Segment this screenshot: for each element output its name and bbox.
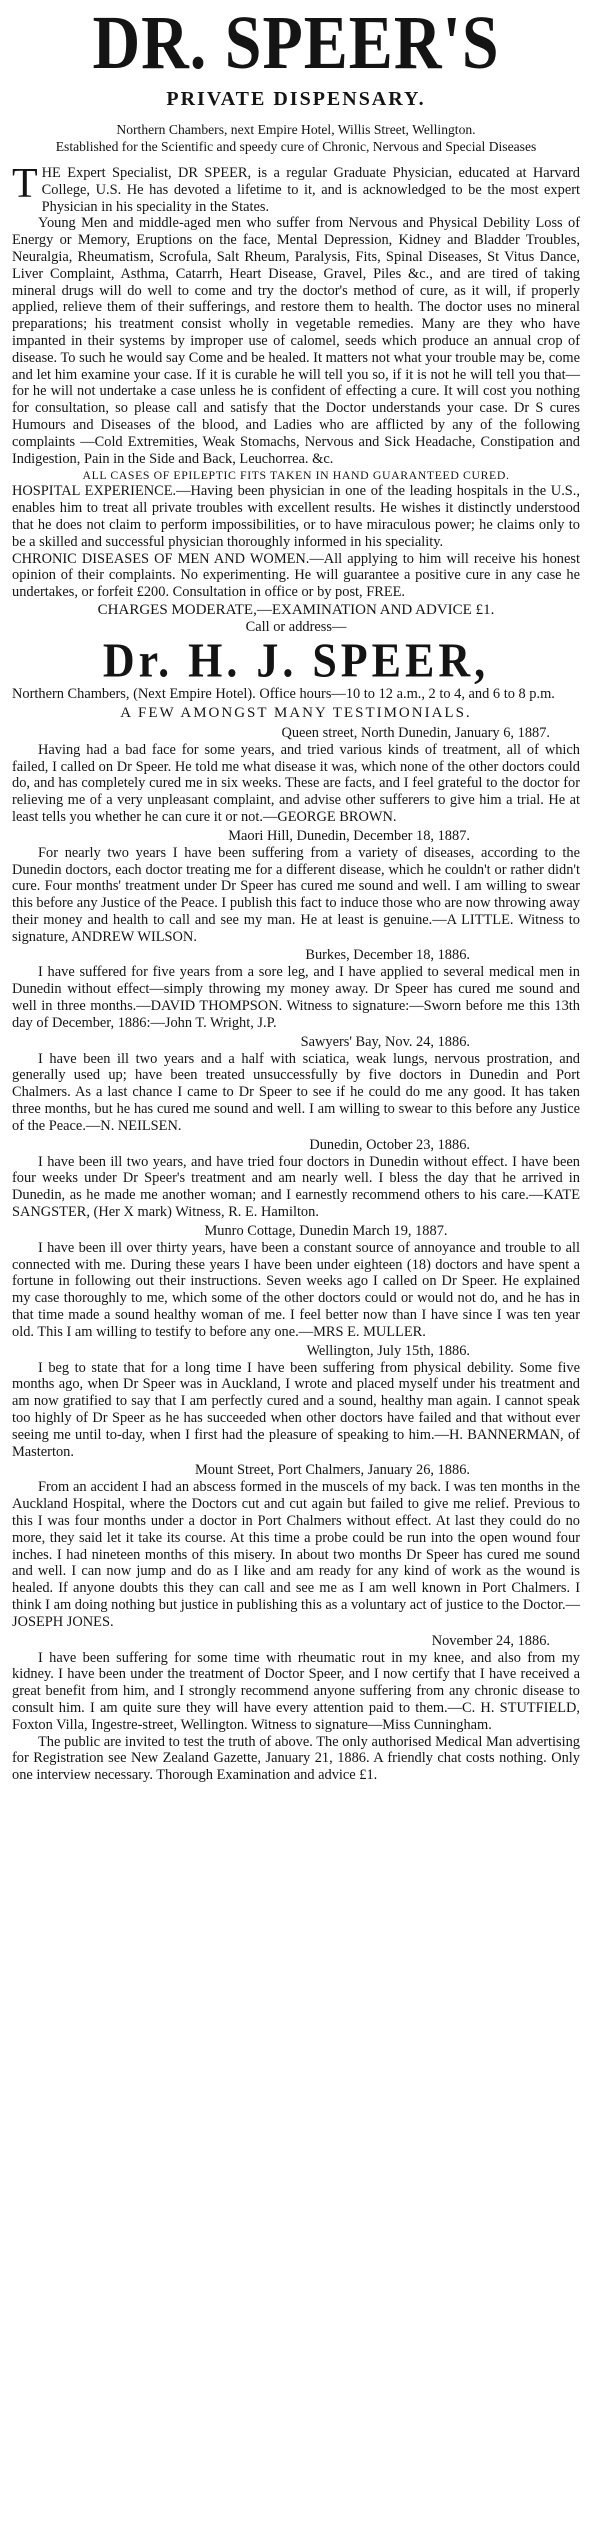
testimonial-place: Sawyers' Bay, Nov. 24, 1886. — [300, 1033, 470, 1050]
testimonial-place: Burkes, December 18, 1886. — [305, 947, 470, 964]
testimonial-item — [12, 1223, 580, 1341]
testimonial-item — [12, 1137, 580, 1221]
testimonial-place: Munro Cottage, Dunedin March 19, 1887. — [204, 1222, 448, 1239]
testimonial-place: Maori Hill, Dunedin, December 18, 1887. — [228, 827, 470, 844]
testimonial-text: I have been ill two years, and have tried four doctors in Dunedin without effect. I have been four weeks under Dr Speer's treatment and am nearly well. I bless the day that he arrived in Dunedin, as he made me another woman; and I earnestly recommend others to his care.—KATE SANGSTER, (Her X mark) Witness, R. E. Hamilton. — [12, 1153, 580, 1221]
footer-paragraph: The public are invited to test the truth of above. The only authorised Medical Man advertising for Registration see New Zealand Gazette, January 21, 1886. A friendly chat costs nothing. Only one interview necessary. Thorough Examination and advice £1. — [12, 1733, 580, 1784]
testimonial-item — [12, 725, 580, 826]
chronic-paragraph: CHRONIC DISEASES OF MEN AND WOMEN.—All applying to him will receive his honest opinion of their complaints. No experimenting. He will guarantee a positive cure in any case he undertakes, or forfeit £200. Consultation in office or by post, FREE. — [12, 550, 580, 601]
testimonial-text: I have been ill over thirty years, have been a constant source of annoyance and trouble to all connected with me. During these years I have been under eighteen (18) doctors and have spent a fortune in following out their instructions. Seven weeks ago I called on Dr Speer. He explained my case thoroughly to me, which some of the other doctors could or would not do, and he has in that time made a sound healthy woman of me. I feel better now than I have since I was ten year old. This I am willing to testify to before any one.—MRS E. MULLER. — [12, 1239, 580, 1340]
doctor-name: Dr. H. J. SPEER, — [102, 633, 490, 688]
testimonial-place: Wellington, July 15th, 1886. — [306, 1342, 470, 1359]
testimonial-place: Mount Street, Port Chalmers, January 26, 1886. — [195, 1462, 470, 1479]
testimonial-text: For nearly two years I have been suffering from a variety of diseases, according to the Dunedin doctors, each doctor treating me for a different disease, which he couldn't or rather didn't cure. Four months' treatment under Dr Speer has cured me sound and well. I am willing to swear this before any Justice of the Peace. I publish this fact to induce those who are now throwing away their money and health to call and see my man. He at least is genuine.—A LITTLE. Witness to signature, ANDREW WILSON. — [12, 844, 580, 945]
page-subtitle: PRIVATE DISPENSARY. — [166, 88, 426, 110]
testimonial-item — [12, 1034, 580, 1135]
testimonial-item — [12, 947, 580, 1031]
testimonials-heading: A FEW AMONGST MANY TESTIMONIALS. — [120, 704, 472, 721]
epileptic-notice: ALL CASES OF EPILEPTIC FITS TAKEN IN HAND GUARANTEED CURED. — [82, 468, 510, 483]
testimonial-place: Queen street, North Dunedin, January 6, 1887. — [281, 724, 550, 741]
testimonial-place: Dunedin, October 23, 1886. — [309, 1136, 470, 1153]
testimonial-item — [12, 828, 580, 946]
testimonial-item — [12, 1462, 580, 1630]
testimonial-item — [12, 1633, 580, 1734]
intro-paragraph — [12, 161, 580, 215]
testimonial-item — [12, 1343, 580, 1461]
testimonial-text: I have suffered for five years from a sore leg, and I have applied to several medical men in Dunedin without effect—simply throwing my money away. Dr Speer has cured me sound and well in three months.—DAVID THOMPSON. Witness to signature:—Sworn before me this 13th day of December, 1886:—John T. Wright, J.P. — [12, 964, 580, 1031]
call-line: Call or address— — [245, 618, 347, 635]
address-line: Northern Chambers, next Empire Hotel, Willis Street, Wellington. — [116, 122, 476, 137]
hospital-paragraph: HOSPITAL EXPERIENCE.—Having been physician in one of the leading hospitals in the U.S., enables him to treat all private troubles with excellent results. He wishes it distinctly understood that he does not claim to perform impossibilities, or to have miraculous power; he claims only to be a skilled and successful physician thoroughly informed in his speciality. — [12, 483, 580, 550]
charges-line: CHARGES MODERATE,—EXAMINATION AND ADVICE £1. — [97, 601, 495, 618]
testimonial-text: I have been suffering for some time with rheumatic rout in my knee, and also from my kidney. I have been under the treatment of Doctor Speer, and I now certify that I have received a great benefit from him, and I strongly recommend anyone suffering from any chronic disease to consult him. I am quite sure they will have every attention paid to them.—C. H. STUTFIELD, Foxton Villa, Ingestre-street, Wellington. Witness to signature—Miss Cunningham. — [12, 1649, 580, 1733]
testimonial-text: From an accident I had an abscess formed in the muscels of my back. I was ten months in the Auckland Hospital, where the Doctors cut and cut again but failed to give me relief. Previous to this I was four months under a doctor in Port Chalmers without effect. At last they could do no more, they said let it take its course. At this time a probe could be run into the open wound four inches. I had nineteen months of this misery. In about two months Dr Speer has cured me sound and well. I can now jump and do as I like and am ready for any kind of work as the wound is healed. If anyone doubts this they can call and see me as I am well known in Port Chalmers. I think I am doing nothing but justice in publishing this as a voluntary act of justice to the Doctor.—JOSEPH JONES. — [12, 1479, 580, 1630]
testimonial-text: I beg to state that for a long time I have been suffering from physical debility. Some five months ago, when Dr Speer was in Auckland, I wrote and placed myself under his treatment and am now gratified to say that I am perfectly cured and a sound, healthy man again. I cannot speak too highly of Dr Speer as he has succeeded when other doctors have failed and that without ever seeing me until to-day, when I first had the pleasure of speaking to him.—H. BANNERMAN, of Masterton. — [12, 1359, 580, 1460]
testimonial-text: Having had a bad face for some years, and tried various kinds of treatment, all of which failed, I called on Dr Speer. He told me what disease it was, which none of the other doctors could do, and has completely cured me in six weeks. These are facts, and I feel grateful to the doctor for relieving me of a very unpleasant complaint, and advise other sufferers to give him a trial. He at least tells you whether he can cure it or not.—GEORGE BROWN. — [12, 741, 580, 825]
young-men-paragraph: Young Men and middle-aged men who suffer from Nervous and Physical Debility Loss of Energy or Memory, Eruptions on the face, Mental Depression, Kidney and Bladder Troubles, Neuralgia, Rheumatism, Scrofula, Salt Rheum, Paralysis, Fits, Spinal Diseases, St Vitus Dance, Liver Complaint, Asthma, Catarrh, Heart Disease, Gravel, Piles &c., and are tired of taking mineral drugs will do well to come and try the doctor's method of cure, as it will, if properly applied, relieve them of their sufferings, and restore them to health. The doctor uses no mineral preparations; his treatment consist wholly in vegetable remedies. Many are they who have impanted in their systems by improper use of calomel, seeds which produce an annual crop of disease. To such he would say Come and be healed. It matters not what your trouble may be, come and let him examine your case. If it is curable he will tell you so, if it is not he will tell you that—for he will not undertake a case unless he is confident of effecting a cure. It will cost you nothing for consultation, so please call and satisfy that the Doctor understands your case. Dr S cures Humours and Diseases of the blood, and Ladies who are afflicted by any of the following complaints —Cold Extremities, Weak Stomachs, Nervous and Sick Headache, Constipation and Indigestion, Pain in the Side and Back, Leuchorrea. &c. — [12, 215, 580, 467]
office-hours: Northern Chambers, (Next Empire Hotel). Office hours—10 to 12 a.m., 2 to 4, and 6 to 8 p.m. — [12, 685, 555, 702]
page-title: DR. SPEER'S — [92, 1, 500, 86]
intro-text: HE Expert Specialist, DR SPEER, is a regular Graduate Physician, educated at Harvard College, U.S. He has devoted a lifetime to it, and is acknowledged to be the most expert Physician in his speciality in the States. — [41, 165, 580, 215]
established-line: Established for the Scientific and speedy cure of Chronic, Nervous and Special Diseases — [55, 139, 537, 154]
testimonial-place: November 24, 1886. — [431, 1632, 550, 1649]
dropcap-letter: T — [12, 161, 38, 207]
testimonial-text: I have been ill two years and a half with sciatica, weak lungs, nervous prostration, and generally used up; have been treated unsuccessfully by five doctors in Dunedin and Port Chalmers. As a last chance I came to Dr Speer to see if he could do me any good. It has taken three months, but he has cured me sound and well. I am willing to swear to this before any Justice of the Peace.—N. NEILSEN. — [12, 1050, 580, 1134]
